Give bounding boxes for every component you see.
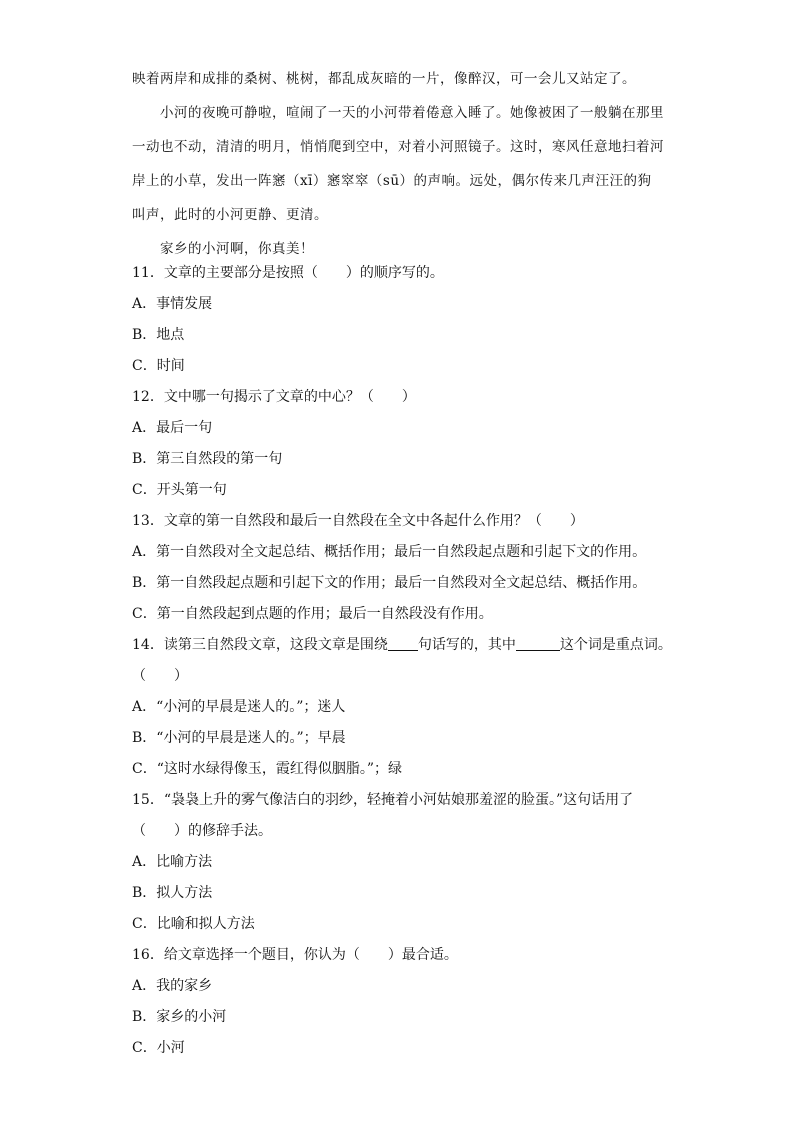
question-14-stem-part1: 14．读第三自然段文章，这段文章是围绕 — [132, 637, 388, 653]
question-12-option-b: B．第三自然段的第一句 — [132, 451, 283, 467]
question-16-option-a: A．我的家乡 — [132, 978, 213, 994]
passage-line: 一动也不动，清清的明月，悄悄爬到空中，对着小河照镜子。这时，寒风任意地扫着河 — [132, 139, 664, 155]
passage-line: 映着两岸和成排的桑树、桃树，都乱成灰暗的一片，像醉汉，可一会儿又站定了。 — [132, 71, 636, 87]
passage-line: 岸上的小草，发出一阵窸（xī）窸窣窣（sū）的声响。远处，偶尔传来几声汪汪的狗 — [132, 173, 652, 189]
question-16-option-c: C．小河 — [132, 1040, 185, 1056]
question-13-stem: 13．文章的第一自然段和最后一自然段在全文中各起什么作用？（ ） — [132, 513, 584, 529]
passage-line: 叫声，此时的小河更静、更清。 — [132, 207, 328, 223]
passage-line: 小河的夜晚可静啦，喧闹了一天的小河带着倦意入睡了。她像被困了一般躺在那里 — [160, 105, 664, 121]
answer-blank[interactable] — [388, 634, 418, 651]
answer-blank[interactable] — [516, 634, 560, 651]
question-13-option-b: B．第一自然段起点题和引起下文的作用；最后一自然段对全文起总结、概括作用。 — [132, 575, 647, 591]
question-15-option-a: A．比喻方法 — [132, 854, 213, 870]
reading-passage — [132, 62, 672, 266]
question-13-option-a: A．第一自然段对全文起总结、概括作用；最后一自然段起点题和引起下文的作用。 — [132, 544, 647, 560]
question-14-stem-part3: 这个词是重点词。 — [559, 637, 672, 653]
question-11-option-a: A．事情发展 — [132, 296, 213, 312]
question-12-option-c: C．开头第一句 — [132, 482, 227, 498]
question-14-stem-part2: 句话写的，其中 — [417, 637, 516, 653]
question-11-stem: 11．文章的主要部分是按照（ ）的顺序写的。 — [132, 265, 444, 281]
question-14-paren: （ ） — [132, 668, 188, 684]
question-14-option-b: B．“小河的早晨是迷人的。”；早晨 — [132, 730, 346, 746]
question-14-option-a: A．“小河的早晨是迷人的。”；迷人 — [132, 699, 346, 715]
question-15-stem-cont: （ ）的修辞手法。 — [132, 823, 272, 839]
passage-closing-line: 家乡的小河啊，你真美！ — [160, 241, 314, 257]
question-11-option-b: B．地点 — [132, 327, 185, 343]
question-14-option-c: C．“这时水绿得像玉，霞红得似胭脂。”；绿 — [132, 761, 403, 777]
question-15-option-b: B．拟人方法 — [132, 885, 213, 901]
question-13-option-c: C．第一自然段起到点题的作用；最后一自然段没有作用。 — [132, 606, 493, 622]
question-16-stem: 16．给文章选择一个题目，你认为（ ）最合适。 — [132, 947, 458, 963]
question-15-stem: 15．“袅袅上升的雾气像洁白的羽纱，轻掩着小河姑娘那羞涩的脸蛋。”这句话用了 — [132, 792, 634, 808]
question-14-stem — [132, 630, 672, 661]
question-list — [132, 258, 672, 1064]
question-12-option-a: A．最后一句 — [132, 420, 213, 436]
question-11-option-c: C．时间 — [132, 358, 185, 374]
question-16-option-b: B．家乡的小河 — [132, 1009, 227, 1025]
question-15-option-c: C．比喻和拟人方法 — [132, 916, 255, 932]
question-12-stem: 12．文中哪一句揭示了文章的中心？（ ） — [132, 389, 416, 405]
